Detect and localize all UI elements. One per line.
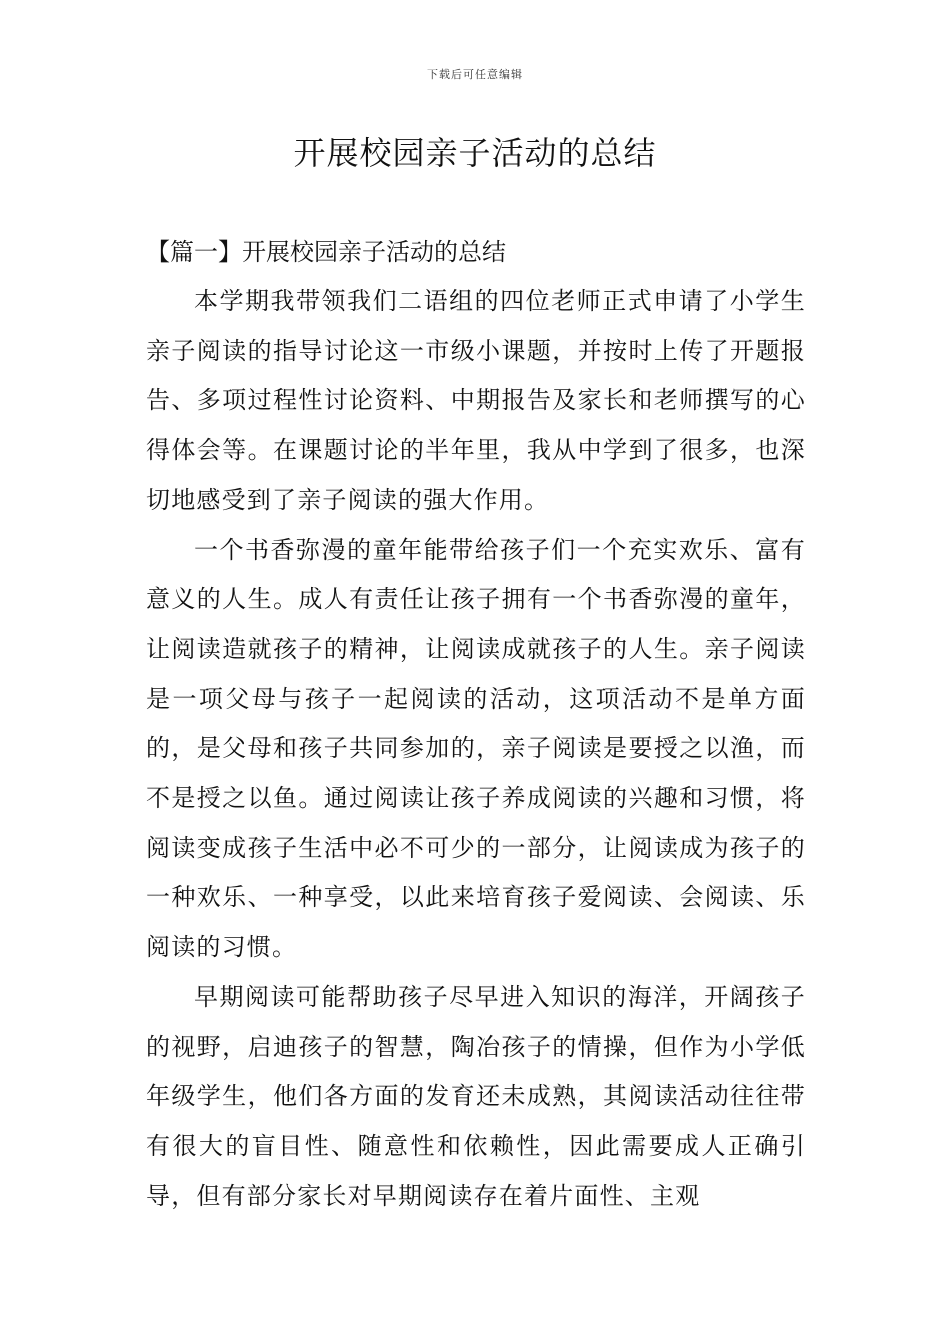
document-body xyxy=(146,228,806,1221)
paragraph-1: 本学期我带领我们二语组的四位老师正式申请了小学生亲子阅读的指导讨论这一市级小课题，并按时上传了开题报告、多项过程性讨论资料、中期报告及家长和老师撰写的心得体会等。在课题讨论的半年里，我从中学到了很多，也深切地感受到了亲子阅读的强大作用。 xyxy=(146,287,806,514)
paragraph-3: 早期阅读可能帮助孩子尽早进入知识的海洋，开阔孩子的视野，启迪孩子的智慧，陶冶孩子的情操，但作为小学低年级学生，他们各方面的发育还未成熟，其阅读活动往往带有很大的盲目性、随意性和依赖性，因此需要成人正确引导，但有部分家长对早期阅读存在着片面性、主观 xyxy=(146,982,806,1210)
section-heading: 【篇一】开展校园亲子活动的总结 xyxy=(146,238,506,266)
paragraph-2: 一个书香弥漫的童年能带给孩子们一个充实欢乐、富有意义的人生。成人有责任让孩子拥有一个书香弥漫的童年，让阅读造就孩子的精神，让阅读成就孩子的人生。亲子阅读是一项父母与孩子一起阅读的活动，这项活动不是单方面的，是父母和孩子共同参加的，亲子阅读是要授之以渔，而不是授之以鱼。通过阅读让孩子养成阅读的兴趣和习惯，将阅读变成孩子生活中必不可少的一部分，让阅读成为孩子的一种欢乐、一种享受，以此来培育孩子爱阅读、会阅读、乐阅读的习惯。 xyxy=(146,535,806,962)
document-title: 开展校园亲子活动的总结 xyxy=(293,134,657,172)
header-note: 下载后可任意编辑 xyxy=(427,68,523,81)
